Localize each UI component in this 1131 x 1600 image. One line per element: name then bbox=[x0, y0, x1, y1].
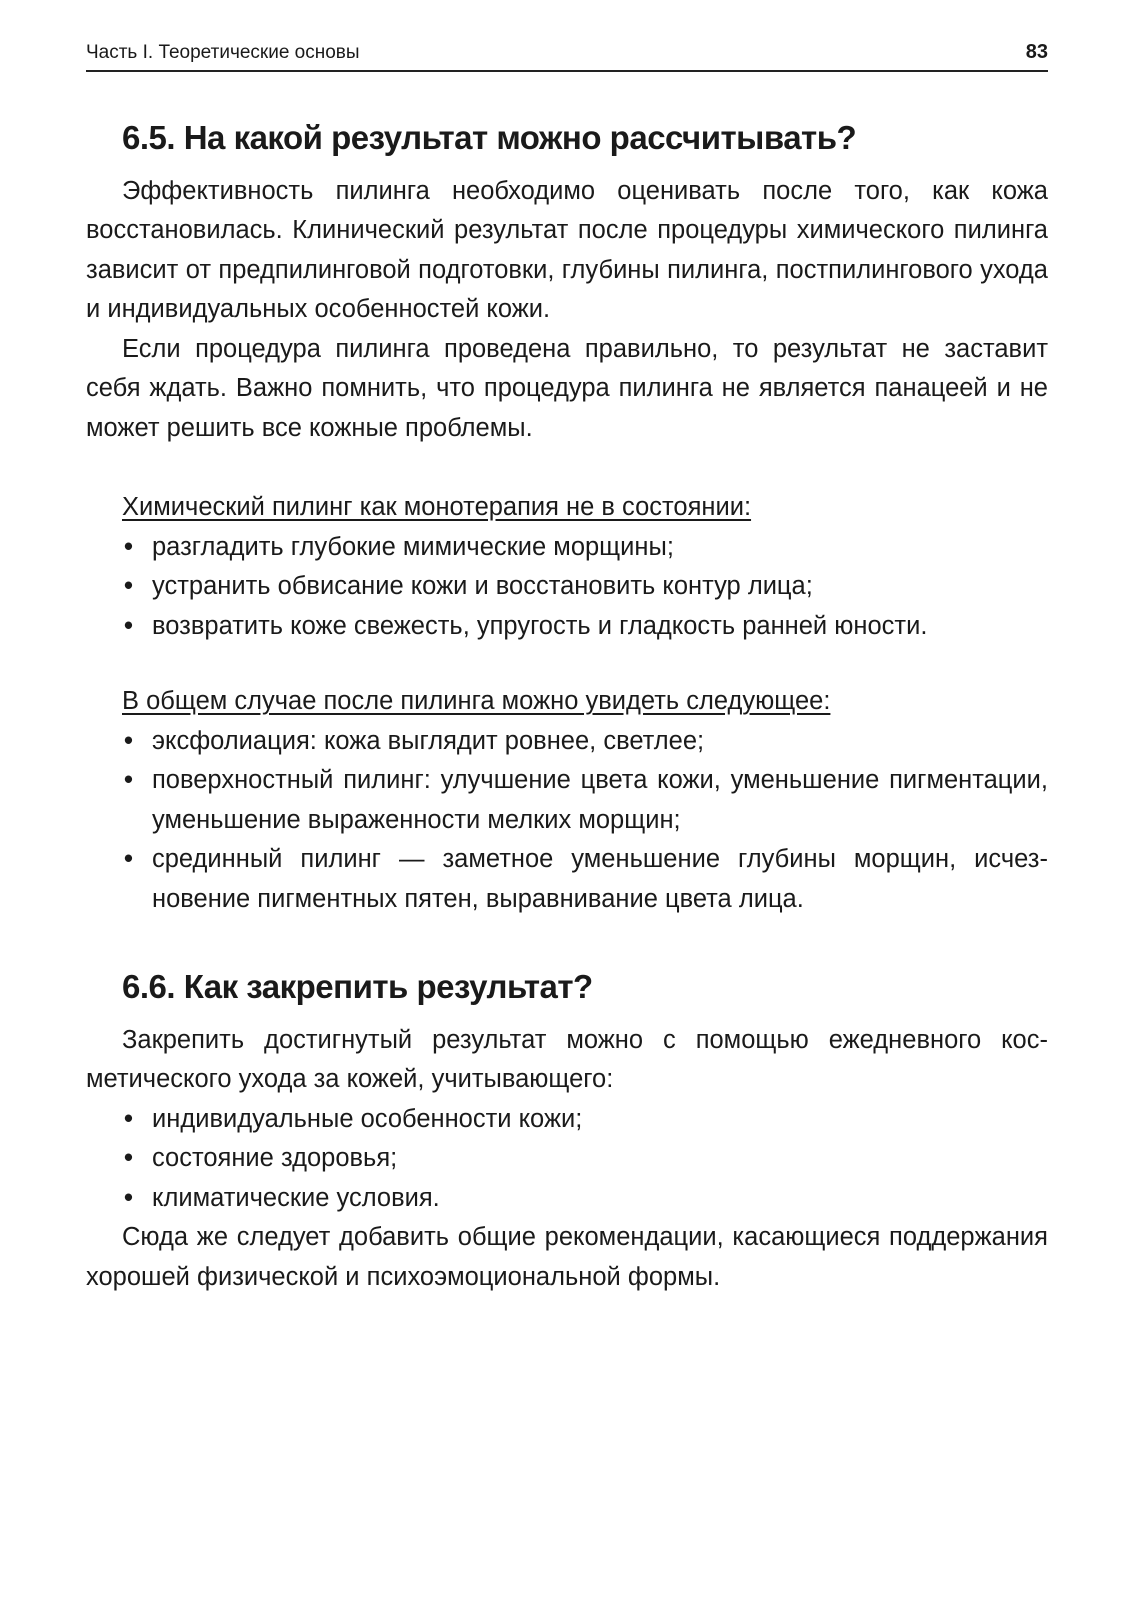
list-item: • климатические условия. bbox=[86, 1179, 1048, 1219]
list-item: • состояние здоровья; bbox=[86, 1139, 1048, 1179]
section-heading-6-5: 6.5. На какой результат можно рассчитывать? bbox=[122, 119, 857, 156]
list-item: • поверхностный пилинг: улучшение цвета кожи, уменьшение пигментации, уменьшение выраженности мелких морщин; bbox=[86, 761, 1048, 840]
list-item: • разгладить глубокие мимические морщины; bbox=[86, 528, 1048, 568]
page-number: 83 bbox=[1025, 41, 1048, 63]
effects-list bbox=[86, 722, 1048, 920]
paragraph-effectiveness: Эффективность пилинга необходимо оценивать после того, как кожа восстановилась. Клинический результат после процедуры химического пилинга зависит от предпилинговой подготовки, глубины пилинга, постпилингового ухода и индивидуальных особенностей кожи. bbox=[86, 176, 1048, 324]
section-heading-6-6: 6.6. Как закрепить результат? bbox=[122, 968, 593, 1006]
list-item: • эксфолиация: кожа выглядит ровнее, светлее; bbox=[86, 722, 1048, 762]
list-item: • индивидуальные особенности кожи; bbox=[86, 1100, 1048, 1140]
list-item: • устранить обвисание кожи и восстановить контур лица; bbox=[86, 567, 1048, 607]
running-header bbox=[86, 30, 1048, 72]
list-intro-effects: В общем случае после пилинга можно увидеть следующее: bbox=[122, 687, 831, 716]
care-factors-list bbox=[86, 1100, 1048, 1219]
list-item: • возвратить коже свежесть, упругость и гладкость ранней юности. bbox=[86, 607, 1048, 647]
paragraph-maintain-result: Закрепить достигнутый результат можно с помощью ежедневного косметического ухода за кожей, учитывающего: bbox=[86, 1025, 1048, 1094]
paragraph-result-wait: Если процедура пилинга проведена правильно, то результат не заставит себя ждать. Важно помнить, что процедура пилинга не является панацеей и не может решить все кожные проблемы. bbox=[86, 334, 1048, 442]
paragraph-general-recommendations: Сюда же следует добавить общие рекомендации, касающиеся поддержания хорошей физической и психоэмоциональной формы. bbox=[86, 1223, 1048, 1291]
list-intro-limitations: Химический пилинг как монотерапия не в состоянии: bbox=[122, 493, 752, 522]
book-page bbox=[86, 30, 1048, 1297]
running-title: Часть I. Теоретические основы bbox=[86, 42, 360, 63]
list-item: • срединный пилинг — заметное уменьшение глубины морщин, исчезновение пигментных пятен, выравнивание цвета лица. bbox=[86, 840, 1048, 919]
limitations-list bbox=[86, 528, 1048, 647]
